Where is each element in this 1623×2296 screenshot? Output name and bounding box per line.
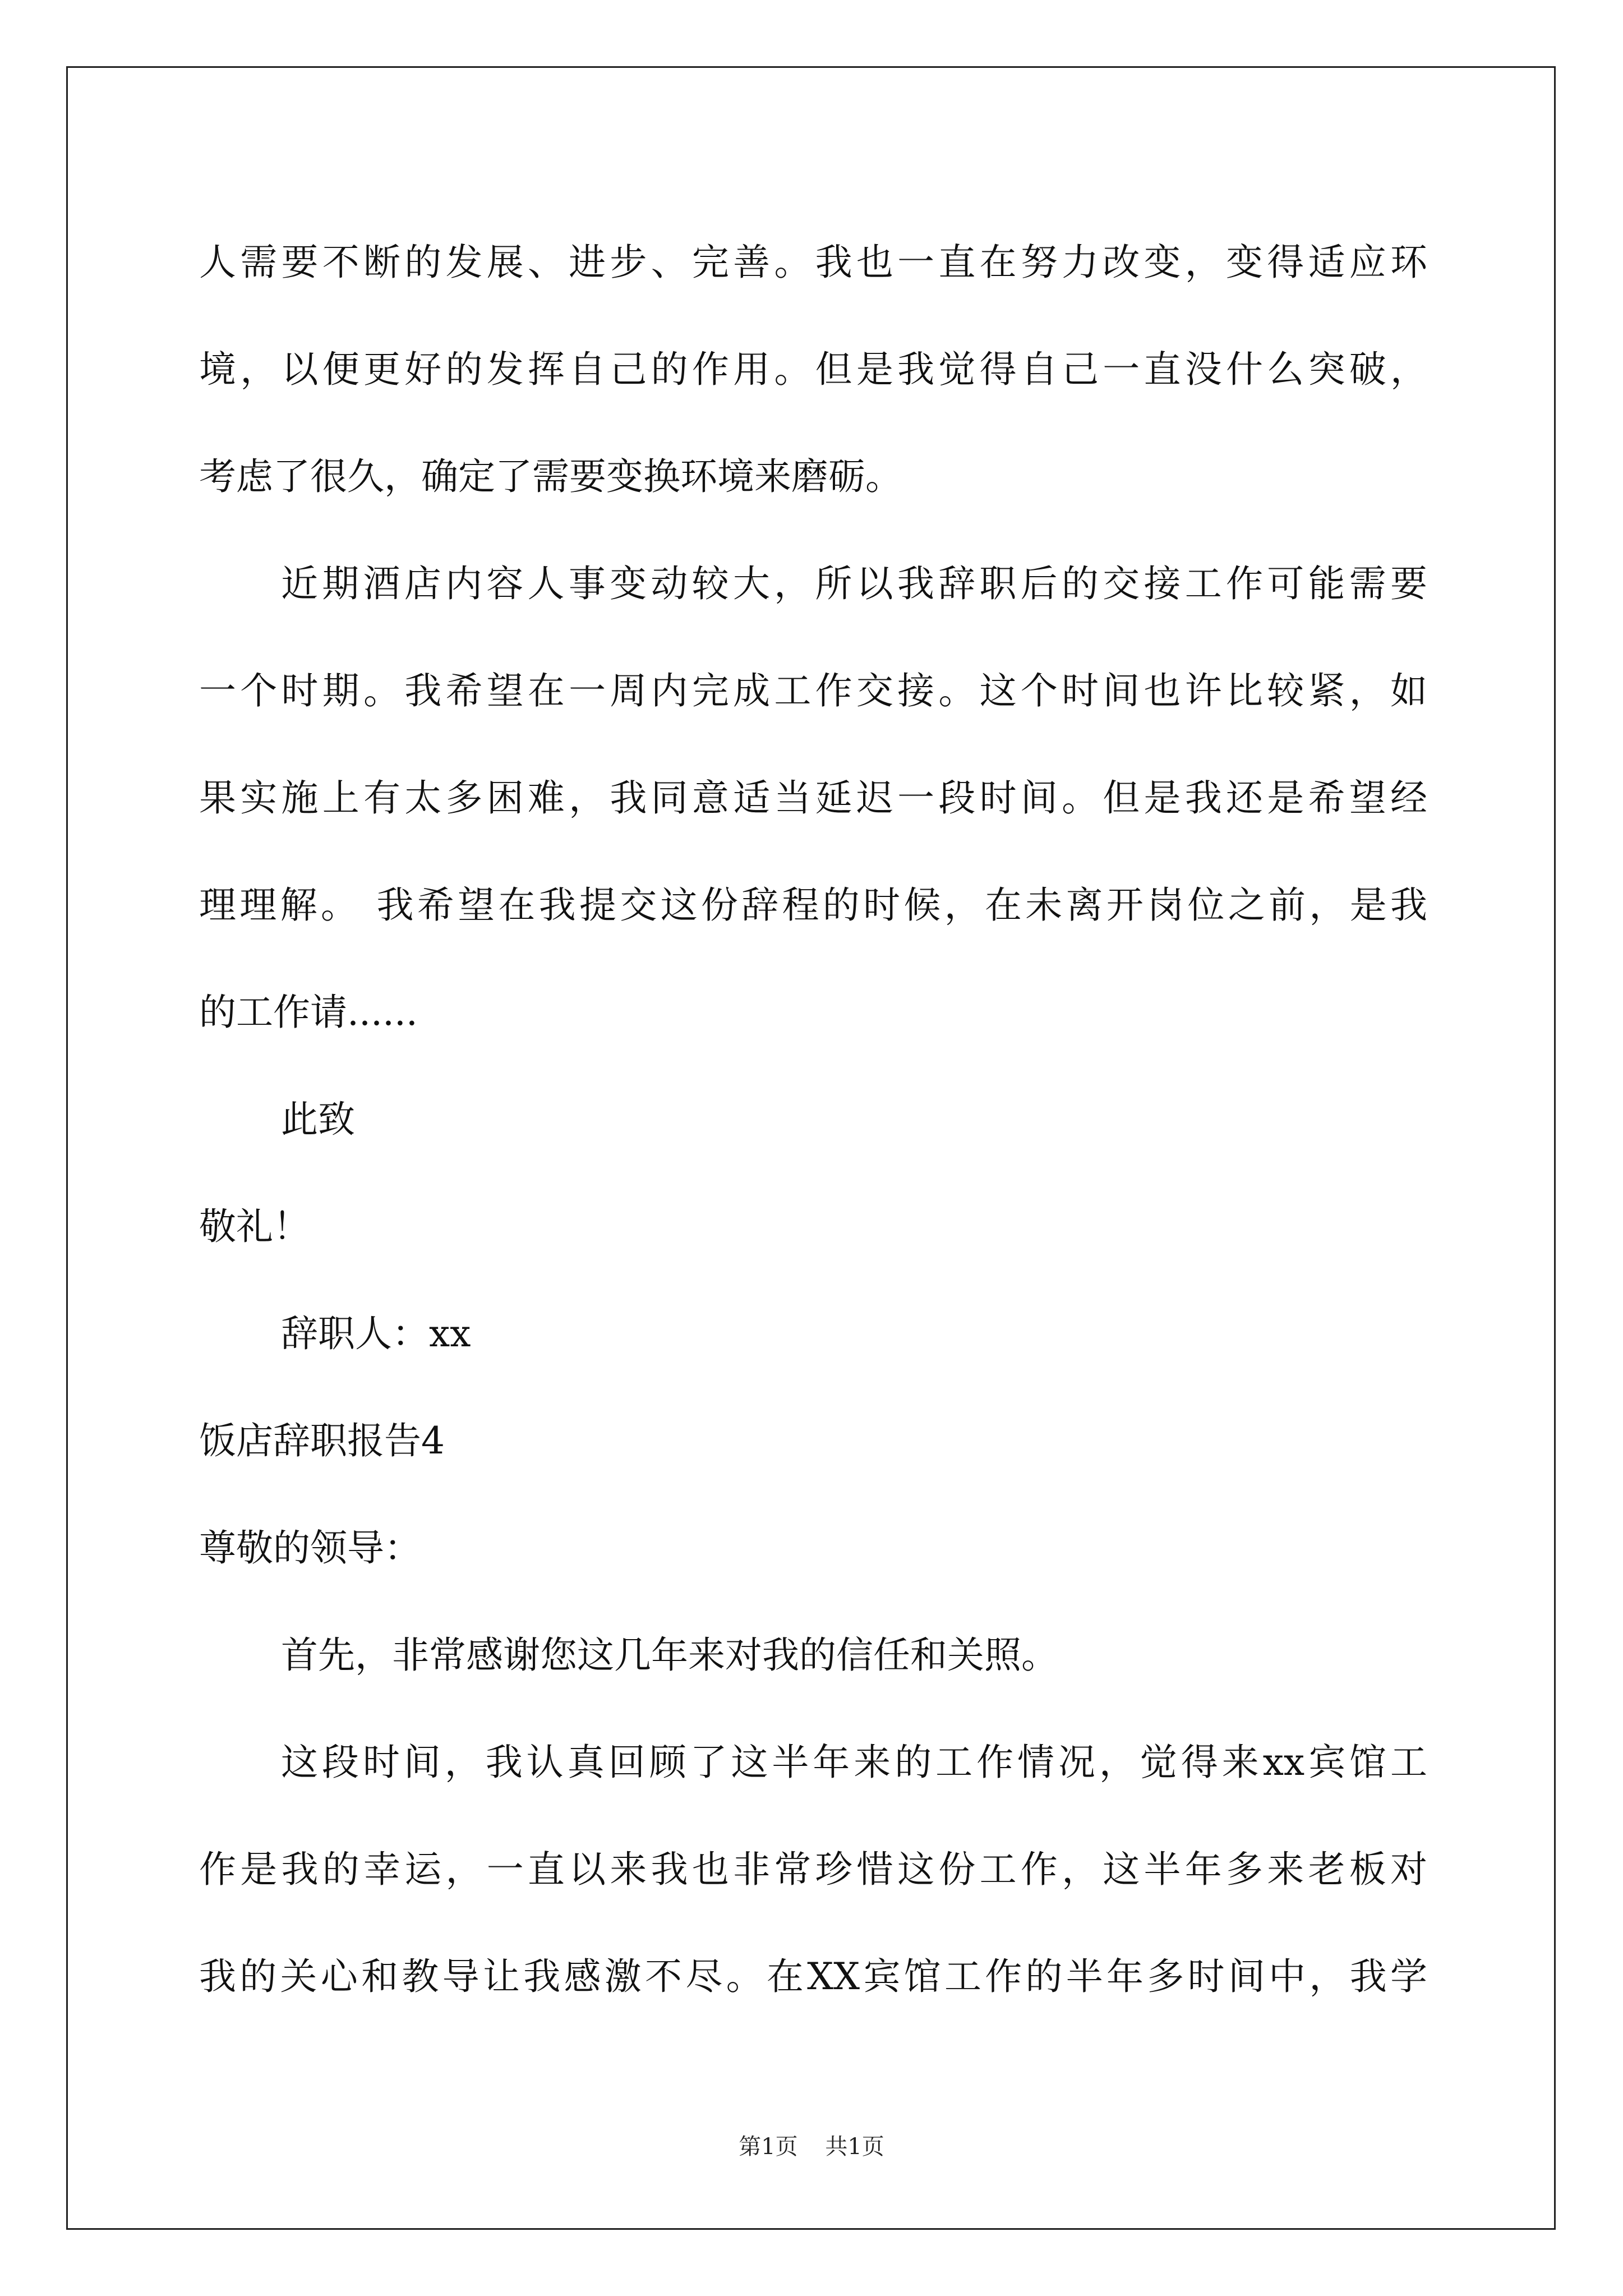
paragraph-line: 理理解。 我希望在我提交这份辞程的时候，在未离开岗位之前，是我 [199, 884, 1427, 927]
document-body [199, 209, 1427, 2030]
paragraph-line: 一个时期。我希望在一周内完成工作交接。这个时间也许比较紧，如 [199, 669, 1427, 712]
signature-line: 辞职人：xx [281, 1312, 471, 1355]
paragraph-line: 这段时间，我认真回顾了这半年来的工作情况，觉得来xx宾馆工 [281, 1741, 1427, 1784]
paragraph-line: 的工作请...... [199, 991, 418, 1034]
closing-salutation: 此致 [281, 1098, 355, 1141]
page-footer [0, 2129, 1623, 2161]
paragraph-line: 近期酒店内容人事变动较大，所以我辞职后的交接工作可能需要 [281, 562, 1427, 605]
paragraph-line: 境，以便更好的发挥自己的作用。但是我觉得自己一直没什么突破， [199, 348, 1427, 391]
paragraph-line: 人需要不断的发展、进步、完善。我也一直在努力改变，变得适应环 [199, 241, 1427, 284]
closing-respect: 敬礼！ [199, 1205, 310, 1248]
paragraph-line: 考虑了很久，确定了需要变换环境来磨砺。 [199, 455, 902, 498]
greeting: 尊敬的领导： [199, 1526, 421, 1570]
paragraph-line: 首先，非常感谢您这几年来对我的信任和关照。 [281, 1634, 1058, 1677]
paragraph-line: 果实施上有太多困难，我同意适当延迟一段时间。但是我还是希望经 [199, 776, 1427, 820]
paragraph-line: 作是我的幸运，一直以来我也非常珍惜这份工作，这半年多来老板对 [199, 1848, 1427, 1891]
page-total: 共1页 [825, 2134, 884, 2160]
paragraph-line: 我的关心和教导让我感激不尽。在XX宾馆工作的半年多时间中，我学 [199, 1955, 1427, 1998]
section-title: 饭店辞职报告4 [199, 1419, 445, 1462]
page-number: 第1页 [739, 2134, 798, 2160]
